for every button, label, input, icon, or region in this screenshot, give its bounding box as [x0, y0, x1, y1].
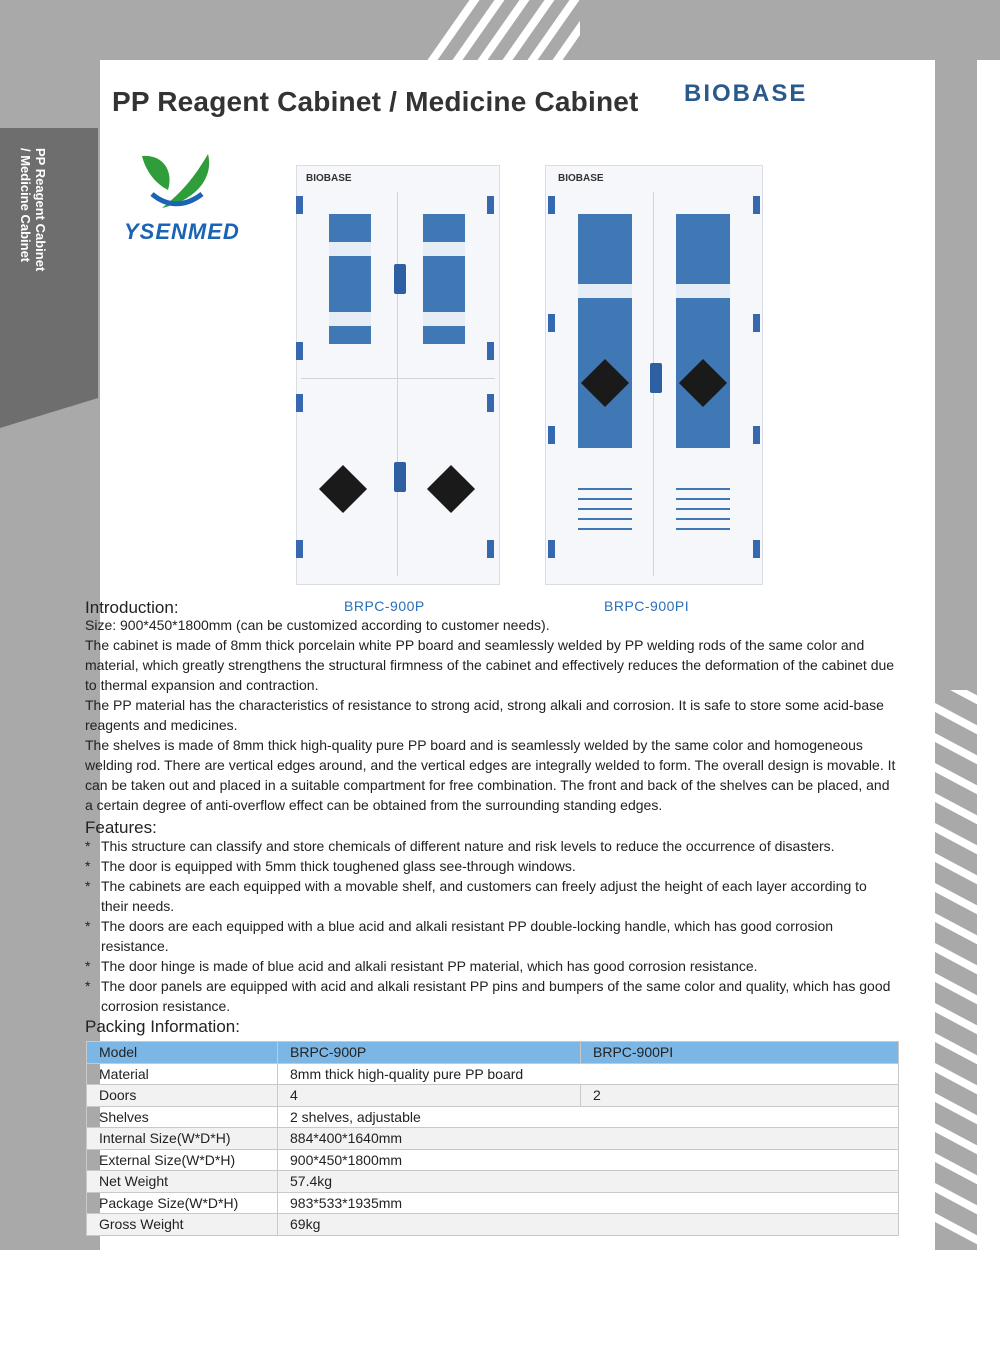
row-value: 983*533*1935mm: [278, 1192, 899, 1214]
row-value: 4: [278, 1085, 581, 1107]
feature-text: The door is equipped with 5mm thick toughened glass see-through windows.: [101, 858, 576, 874]
bullet-star-icon: *: [85, 878, 91, 894]
vent-slat: [578, 528, 632, 530]
row-value: 2 shelves, adjustable: [278, 1106, 899, 1128]
door-handle: [394, 264, 406, 294]
vent-slat: [676, 498, 730, 500]
hinge: [296, 540, 303, 558]
feature-text: The doors are each equipped with a blue acid and alkali resistant PP double-locking handle, which has good corrosion resistance.: [101, 918, 834, 954]
hinge: [487, 196, 494, 214]
introduction-body: [85, 615, 897, 815]
vent-slat: [676, 518, 730, 520]
table-row: [87, 1149, 899, 1171]
table-header-cell: BRPC-900P: [278, 1042, 581, 1064]
hinge: [753, 314, 760, 332]
bullet-star-icon: *: [85, 978, 91, 994]
intro-paragraph: Size: 900*450*1800mm (can be customized according to customer needs).: [85, 617, 550, 633]
bullet-star-icon: *: [85, 838, 91, 854]
hinge: [753, 426, 760, 444]
side-tab-line1: PP Reagent Cabinet: [33, 148, 48, 272]
side-tab-line2: / Medicine Cabinet: [18, 148, 33, 263]
feature-item: [85, 956, 897, 976]
hinge: [548, 426, 555, 444]
vent-slat: [578, 518, 632, 520]
side-tab: [0, 128, 98, 428]
feature-text: This structure can classify and store chemicals of different nature and risk levels to reduce the occurrence of disasters.: [101, 838, 835, 854]
bullet-star-icon: *: [85, 918, 91, 934]
intro-paragraph: The PP material has the characteristics of resistance to strong acid, strong alkali and corrosion. It is safe to store some acid-base reagents and medicines.: [85, 697, 884, 733]
features-list: [85, 836, 897, 1016]
hinge: [487, 540, 494, 558]
row-label: Package Size(W*D*H): [87, 1192, 278, 1214]
row-label: Shelves: [87, 1106, 278, 1128]
feature-text: The door panels are equipped with acid and alkali resistant PP pins and bumpers of the same color and quality, which has good corrosion resistance.: [101, 978, 891, 1014]
leaf-logo-icon: [122, 148, 222, 218]
row-value: 900*450*1800mm: [278, 1149, 899, 1171]
packing-table: [86, 1041, 899, 1236]
vent-slat: [578, 508, 632, 510]
row-label: Material: [87, 1063, 278, 1085]
table-row: [87, 1063, 899, 1085]
vent-slat: [676, 528, 730, 530]
row-label: Doors: [87, 1085, 278, 1107]
model-label-1: BRPC-900P: [344, 598, 425, 614]
table-header-row: [87, 1042, 899, 1064]
introduction-heading: Introduction:: [85, 598, 179, 617]
row-value: 884*400*1640mm: [278, 1128, 899, 1150]
bullet-star-icon: *: [85, 858, 91, 874]
feature-item: [85, 876, 897, 916]
hinge: [753, 540, 760, 558]
hinge: [296, 394, 303, 412]
vent-slat: [578, 488, 632, 490]
row-value: 2: [581, 1085, 899, 1107]
door-handle: [394, 462, 406, 492]
hinge: [487, 394, 494, 412]
feature-text: The door hinge is made of blue acid and alkali resistant PP material, which has good corrosion resistance.: [101, 958, 758, 974]
feature-item: [85, 856, 897, 876]
right-stripes: [932, 690, 980, 1250]
hinge: [296, 196, 303, 214]
hinge: [548, 540, 555, 558]
side-tab-label: [18, 148, 48, 271]
table-row: [87, 1171, 899, 1193]
row-value: 57.4kg: [278, 1171, 899, 1193]
corrosive-warning-icon: [319, 465, 367, 513]
table-row: [87, 1106, 899, 1128]
row-label: Gross Weight: [87, 1214, 278, 1236]
page-title: PP Reagent Cabinet / Medicine Cabinet: [112, 86, 639, 117]
intro-paragraph: The cabinet is made of 8mm thick porcelain white PP board and seamlessly welded by PP welding rods of the same color and material, which greatly strengthens the structural firmness of the cabinet and effectively reduces the deformation of the cabinet due to thermal expansion and contraction.: [85, 637, 895, 693]
intro-paragraph: The shelves is made of 8mm thick high-quality pure PP board and is seamlessly welded by the same color and homogeneous welding rod. There are vertical edges around, and the vertical edges are integrally welded to form. The overall design is movable. It can be taken out and placed in a suitable compartment for free combination. The front and back of the shelves can be placed, and a certain degree of anti-overflow effect can be obtained from the surrounding standing edges.: [85, 737, 896, 813]
hinge: [296, 342, 303, 360]
table-header-cell: Model: [87, 1042, 278, 1064]
feature-item: [85, 976, 897, 1016]
features-heading: Features:: [85, 818, 157, 837]
feature-item: [85, 916, 897, 956]
row-value: 69kg: [278, 1214, 899, 1236]
cabinet-image-2: [545, 165, 763, 585]
vent-slat: [676, 508, 730, 510]
row-label: Net Weight: [87, 1171, 278, 1193]
door-handle: [650, 363, 662, 393]
cabinet-brand-2: BIOBASE: [558, 173, 604, 184]
model-label-2: BRPC-900PI: [604, 598, 690, 614]
table-row: [87, 1214, 899, 1236]
table-row: [87, 1192, 899, 1214]
hinge: [548, 196, 555, 214]
brand-logo: BIOBASE: [684, 80, 808, 107]
bullet-star-icon: *: [85, 958, 91, 974]
row-value: 8mm thick high-quality pure PP board: [278, 1063, 899, 1085]
top-stripes: [420, 0, 580, 62]
vent-slat: [676, 488, 730, 490]
cabinet-image-1: [296, 165, 500, 585]
table-row: [87, 1085, 899, 1107]
hinge: [487, 342, 494, 360]
glass-window: [676, 214, 730, 448]
corrosive-warning-icon: [427, 465, 475, 513]
vent-slat: [578, 498, 632, 500]
packing-heading: Packing Information:: [85, 1017, 240, 1036]
glass-window: [423, 214, 465, 344]
row-label: External Size(W*D*H): [87, 1149, 278, 1171]
table-row: [87, 1128, 899, 1150]
feature-text: The cabinets are each equipped with a movable shelf, and customers can freely adjust the height of each layer according to their needs.: [101, 878, 867, 914]
logo-text: YSENMED: [124, 219, 240, 244]
hinge: [548, 314, 555, 332]
glass-window: [329, 214, 371, 344]
feature-item: [85, 836, 897, 856]
glass-window: [578, 214, 632, 448]
cabinet-brand-1: BIOBASE: [306, 173, 352, 184]
table-header-cell: BRPC-900PI: [581, 1042, 899, 1064]
row-label: Internal Size(W*D*H): [87, 1128, 278, 1150]
hinge: [753, 196, 760, 214]
